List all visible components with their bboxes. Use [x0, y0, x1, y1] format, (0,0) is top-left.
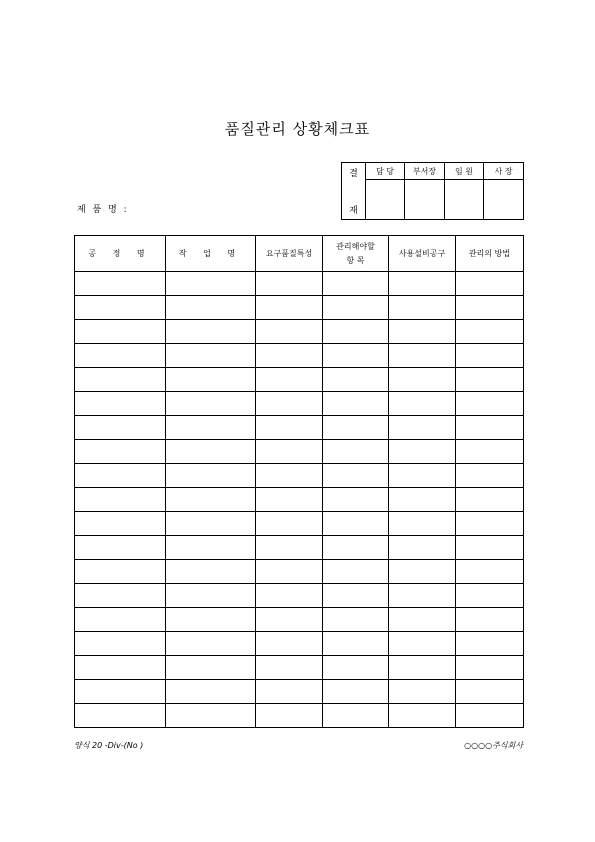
table-cell[interactable] [389, 368, 456, 392]
approval-side-label [342, 163, 366, 220]
table-cell[interactable] [166, 488, 256, 512]
table-cell[interactable] [166, 656, 256, 680]
table-cell[interactable] [256, 680, 323, 704]
table-cell[interactable] [456, 440, 524, 464]
table-cell[interactable] [166, 512, 256, 536]
table-row [75, 488, 524, 512]
table-cell[interactable] [256, 440, 323, 464]
table-cell[interactable] [75, 632, 166, 656]
table-cell[interactable] [323, 416, 389, 440]
table-cell[interactable] [75, 344, 166, 368]
table-cell[interactable] [323, 536, 389, 560]
table-cell[interactable] [456, 512, 524, 536]
table-cell[interactable] [323, 608, 389, 632]
table-cell[interactable] [389, 392, 456, 416]
table-row [75, 416, 524, 440]
table-cell[interactable] [256, 416, 323, 440]
header-task-name: 작 업 명 [166, 236, 256, 272]
table-cell[interactable] [323, 320, 389, 344]
table-cell[interactable] [166, 704, 256, 728]
table-cell[interactable] [75, 560, 166, 584]
table-cell[interactable] [166, 416, 256, 440]
table-cell[interactable] [256, 344, 323, 368]
table-cell[interactable] [389, 320, 456, 344]
table-row [75, 536, 524, 560]
table-cell[interactable] [75, 536, 166, 560]
table-cell[interactable] [256, 536, 323, 560]
table-cell[interactable] [456, 368, 524, 392]
form-number: 양식 20 -Div-(No ) [74, 741, 144, 750]
table-cell[interactable] [389, 272, 456, 296]
table-cell[interactable] [166, 440, 256, 464]
table-cell[interactable] [389, 632, 456, 656]
table-cell[interactable] [256, 320, 323, 344]
table-cell[interactable] [256, 584, 323, 608]
table-cell[interactable] [323, 656, 389, 680]
table-row [75, 344, 524, 368]
table-cell[interactable] [323, 512, 389, 536]
table-cell[interactable] [166, 560, 256, 584]
approval-side-bottom: 재 [349, 206, 358, 216]
header-management-items-line2: 항 목 [346, 255, 365, 265]
table-row [75, 272, 524, 296]
table-cell[interactable] [75, 464, 166, 488]
table-cell[interactable] [389, 608, 456, 632]
table-cell[interactable] [166, 536, 256, 560]
approval-sign-cell[interactable] [484, 180, 524, 220]
product-name-label: 제 품 명 : [77, 205, 129, 215]
table-cell[interactable] [389, 440, 456, 464]
table-row [75, 392, 524, 416]
table-cell[interactable] [256, 608, 323, 632]
quality-check-table [74, 235, 524, 728]
header-equipment-tools: 사용설비공구 [389, 236, 456, 272]
table-cell[interactable] [75, 608, 166, 632]
table-cell[interactable] [323, 680, 389, 704]
approval-header-executive: 임 원 [445, 163, 484, 180]
table-cell[interactable] [323, 368, 389, 392]
table-cell[interactable] [389, 704, 456, 728]
approval-header-manager: 담 당 [366, 163, 405, 180]
table-row [75, 608, 524, 632]
table-cell[interactable] [323, 440, 389, 464]
table-cell[interactable] [456, 488, 524, 512]
table-cell[interactable] [256, 656, 323, 680]
table-row [75, 704, 524, 728]
table-cell[interactable] [256, 704, 323, 728]
table-cell[interactable] [456, 416, 524, 440]
approval-side-top: 결 [349, 169, 358, 179]
table-cell[interactable] [75, 416, 166, 440]
table-cell[interactable] [323, 392, 389, 416]
table-row [75, 656, 524, 680]
table-cell[interactable] [166, 680, 256, 704]
header-management-items [323, 236, 389, 272]
table-cell[interactable] [166, 296, 256, 320]
table-cell[interactable] [389, 488, 456, 512]
table-cell[interactable] [323, 272, 389, 296]
table-cell[interactable] [456, 680, 524, 704]
table-cell[interactable] [456, 560, 524, 584]
table-cell[interactable] [256, 632, 323, 656]
approval-header-dept-head: 부서장 [405, 163, 445, 180]
table-cell[interactable] [456, 704, 524, 728]
table-cell[interactable] [166, 464, 256, 488]
table-cell[interactable] [323, 704, 389, 728]
table-cell[interactable] [389, 512, 456, 536]
table-cell[interactable] [389, 584, 456, 608]
table-cell[interactable] [166, 344, 256, 368]
table-cell[interactable] [256, 368, 323, 392]
table-cell[interactable] [389, 656, 456, 680]
table-cell[interactable] [75, 296, 166, 320]
page-title: 품질관리 상황체크표 [224, 120, 371, 138]
table-cell[interactable] [389, 296, 456, 320]
table-cell[interactable] [75, 704, 166, 728]
approval-sign-cell[interactable] [405, 180, 445, 220]
table-cell[interactable] [389, 464, 456, 488]
table-cell[interactable] [166, 368, 256, 392]
table-cell[interactable] [323, 560, 389, 584]
table-cell[interactable] [166, 632, 256, 656]
table-cell[interactable] [456, 656, 524, 680]
table-cell[interactable] [389, 344, 456, 368]
header-management-method: 관리의 방법 [456, 236, 524, 272]
table-cell[interactable] [166, 320, 256, 344]
table-cell[interactable] [256, 296, 323, 320]
approval-box [341, 162, 524, 220]
table-cell[interactable] [456, 272, 524, 296]
table-row [75, 440, 524, 464]
table-row [75, 560, 524, 584]
table-cell[interactable] [456, 392, 524, 416]
table-cell[interactable] [256, 392, 323, 416]
table-cell[interactable] [166, 608, 256, 632]
table-cell[interactable] [256, 272, 323, 296]
table-cell[interactable] [323, 464, 389, 488]
table-cell[interactable] [323, 344, 389, 368]
table-cell[interactable] [166, 392, 256, 416]
table-cell[interactable] [256, 464, 323, 488]
table-cell[interactable] [389, 536, 456, 560]
table-cell[interactable] [323, 584, 389, 608]
table-row [75, 368, 524, 392]
table-cell[interactable] [75, 392, 166, 416]
table-cell[interactable] [75, 656, 166, 680]
table-cell[interactable] [75, 272, 166, 296]
table-cell[interactable] [75, 440, 166, 464]
table-cell[interactable] [456, 296, 524, 320]
table-cell[interactable] [456, 344, 524, 368]
table-cell[interactable] [456, 320, 524, 344]
table-cell[interactable] [166, 272, 256, 296]
table-row [75, 296, 524, 320]
table-cell[interactable] [456, 536, 524, 560]
table-cell[interactable] [323, 488, 389, 512]
table-cell[interactable] [323, 632, 389, 656]
approval-sign-cell[interactable] [366, 180, 405, 220]
header-management-items-line1: 관리해야할 [336, 241, 375, 251]
table-cell[interactable] [456, 608, 524, 632]
header-required-quality: 요구품질특성 [256, 236, 323, 272]
table-row [75, 512, 524, 536]
table-cell[interactable] [323, 296, 389, 320]
table-row [75, 632, 524, 656]
table-row [75, 464, 524, 488]
table-cell[interactable] [256, 488, 323, 512]
table-row [75, 320, 524, 344]
table-cell[interactable] [456, 632, 524, 656]
table-cell[interactable] [456, 584, 524, 608]
table-row [75, 584, 524, 608]
table-row [75, 680, 524, 704]
table-cell[interactable] [389, 560, 456, 584]
table-cell[interactable] [75, 584, 166, 608]
table-cell[interactable] [75, 512, 166, 536]
table-cell[interactable] [75, 320, 166, 344]
table-cell[interactable] [389, 680, 456, 704]
approval-sign-cell[interactable] [445, 180, 484, 220]
table-cell[interactable] [256, 560, 323, 584]
table-cell[interactable] [75, 368, 166, 392]
table-cell[interactable] [256, 512, 323, 536]
table-cell[interactable] [456, 464, 524, 488]
table-cell[interactable] [75, 680, 166, 704]
company-name: ○○○○주식회사 [464, 741, 523, 750]
table-cell[interactable] [389, 416, 456, 440]
table-cell[interactable] [75, 488, 166, 512]
table-cell[interactable] [166, 584, 256, 608]
header-process-name: 공 정 명 [75, 236, 166, 272]
approval-header-president: 사 장 [484, 163, 524, 180]
